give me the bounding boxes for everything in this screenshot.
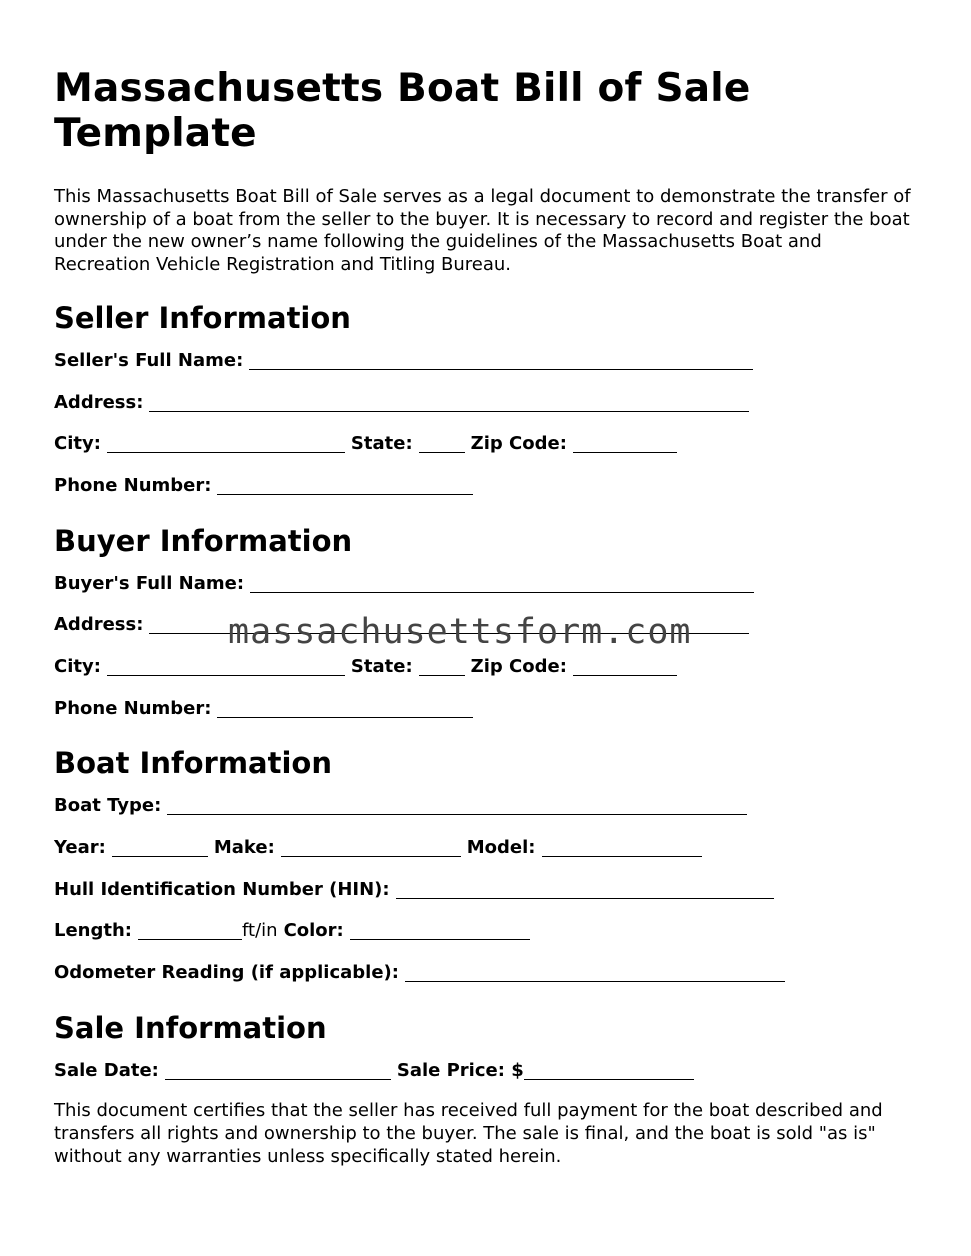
seller-address-field[interactable] [149,391,749,412]
certification-paragraph: This document certifies that the seller has received full payment for the boat described and transfers all rights and ownership to the buyer. The sale is final, and the boat is sold "as is" without any warranties unless specifically stated herein. [54,1100,883,1167]
seller-name-row [54,349,914,391]
boat-hin-field[interactable] [396,878,774,899]
seller-city-label: City: [54,433,101,455]
seller-name-field[interactable] [249,349,753,370]
seller-address-row [54,391,914,433]
boat-length-row [54,919,914,961]
sale-price-field[interactable] [524,1059,694,1080]
boat-fields [54,794,914,1002]
boat-year-field[interactable] [112,836,208,857]
buyer-zip-label: Zip Code: [470,655,567,677]
sale-price-label: Sale Price: $ [396,1059,524,1081]
boat-model-field[interactable] [542,836,702,857]
sale-section-heading: Sale Information [54,1010,327,1045]
watermark-text: massachusettsform.com [228,612,692,652]
boat-color-field[interactable] [350,919,530,940]
boat-year-label: Year: [54,837,106,858]
buyer-section-heading: Buyer Information [54,523,353,558]
boat-hin-label: Hull Identification Number (HIN): [54,878,390,900]
intro-paragraph: This Massachusetts Boat Bill of Sale serves as a legal document to demonstrate the transfer of ownership of a boat from the seller to the buyer. It is necessary to record and register the boat under the new owner’s name following the guidelines of the Massachusetts Boat and Recreation Vehicle Registration and Titling Bureau. [54,186,911,276]
boat-year-row [54,836,914,878]
boat-make-label: Make: [213,837,275,858]
boat-length-label: Length: [54,920,132,942]
boat-type-label: Boat Type: [54,795,162,817]
seller-address-label: Address: [54,391,144,413]
seller-name-label: Seller's Full Name: [54,349,244,371]
boat-odometer-field[interactable] [405,961,785,982]
buyer-city-row [54,655,914,697]
seller-phone-label: Phone Number: [54,474,212,496]
seller-zip-label: Zip Code: [470,433,567,455]
boat-length-unit: ft/in [242,920,278,942]
buyer-name-label: Buyer's Full Name: [54,572,245,594]
buyer-phone-label: Phone Number: [54,697,212,719]
seller-state-field[interactable] [419,432,465,453]
seller-phone-field[interactable] [217,474,473,495]
boat-model-label: Model: [466,837,536,858]
buyer-state-label: State: [350,655,413,677]
seller-fields [54,349,914,516]
boat-make-field[interactable] [281,836,461,857]
boat-section-heading: Boat Information [54,746,332,781]
buyer-name-field[interactable] [250,572,754,593]
buyer-address-label: Address: [54,614,144,636]
seller-section-heading: Seller Information [54,300,351,335]
buyer-fields [54,572,914,739]
seller-phone-row [54,474,914,516]
sale-date-label: Sale Date: [54,1059,159,1081]
seller-zip-field[interactable] [573,432,677,453]
sale-date-field[interactable] [165,1059,391,1080]
seller-state-label: State: [350,433,413,455]
buyer-phone-row [54,697,914,739]
seller-city-field[interactable] [107,432,345,453]
boat-type-field[interactable] [167,794,747,815]
seller-city-row [54,432,914,474]
page-title: Massachusetts Boat Bill of Sale Template [54,66,751,156]
boat-hin-row [54,878,914,920]
buyer-phone-field[interactable] [217,697,473,718]
sale-fields [54,1059,914,1101]
buyer-zip-field[interactable] [573,655,677,676]
boat-odometer-label: Odometer Reading (if applicable): [54,962,399,984]
boat-type-row [54,794,914,836]
buyer-city-field[interactable] [107,655,345,676]
boat-color-label: Color: [283,920,344,942]
boat-odometer-row [54,961,914,1003]
buyer-state-field[interactable] [419,655,465,676]
boat-length-field[interactable] [138,919,242,940]
buyer-city-label: City: [54,655,101,677]
sale-date-row [54,1059,914,1101]
buyer-name-row [54,572,914,614]
